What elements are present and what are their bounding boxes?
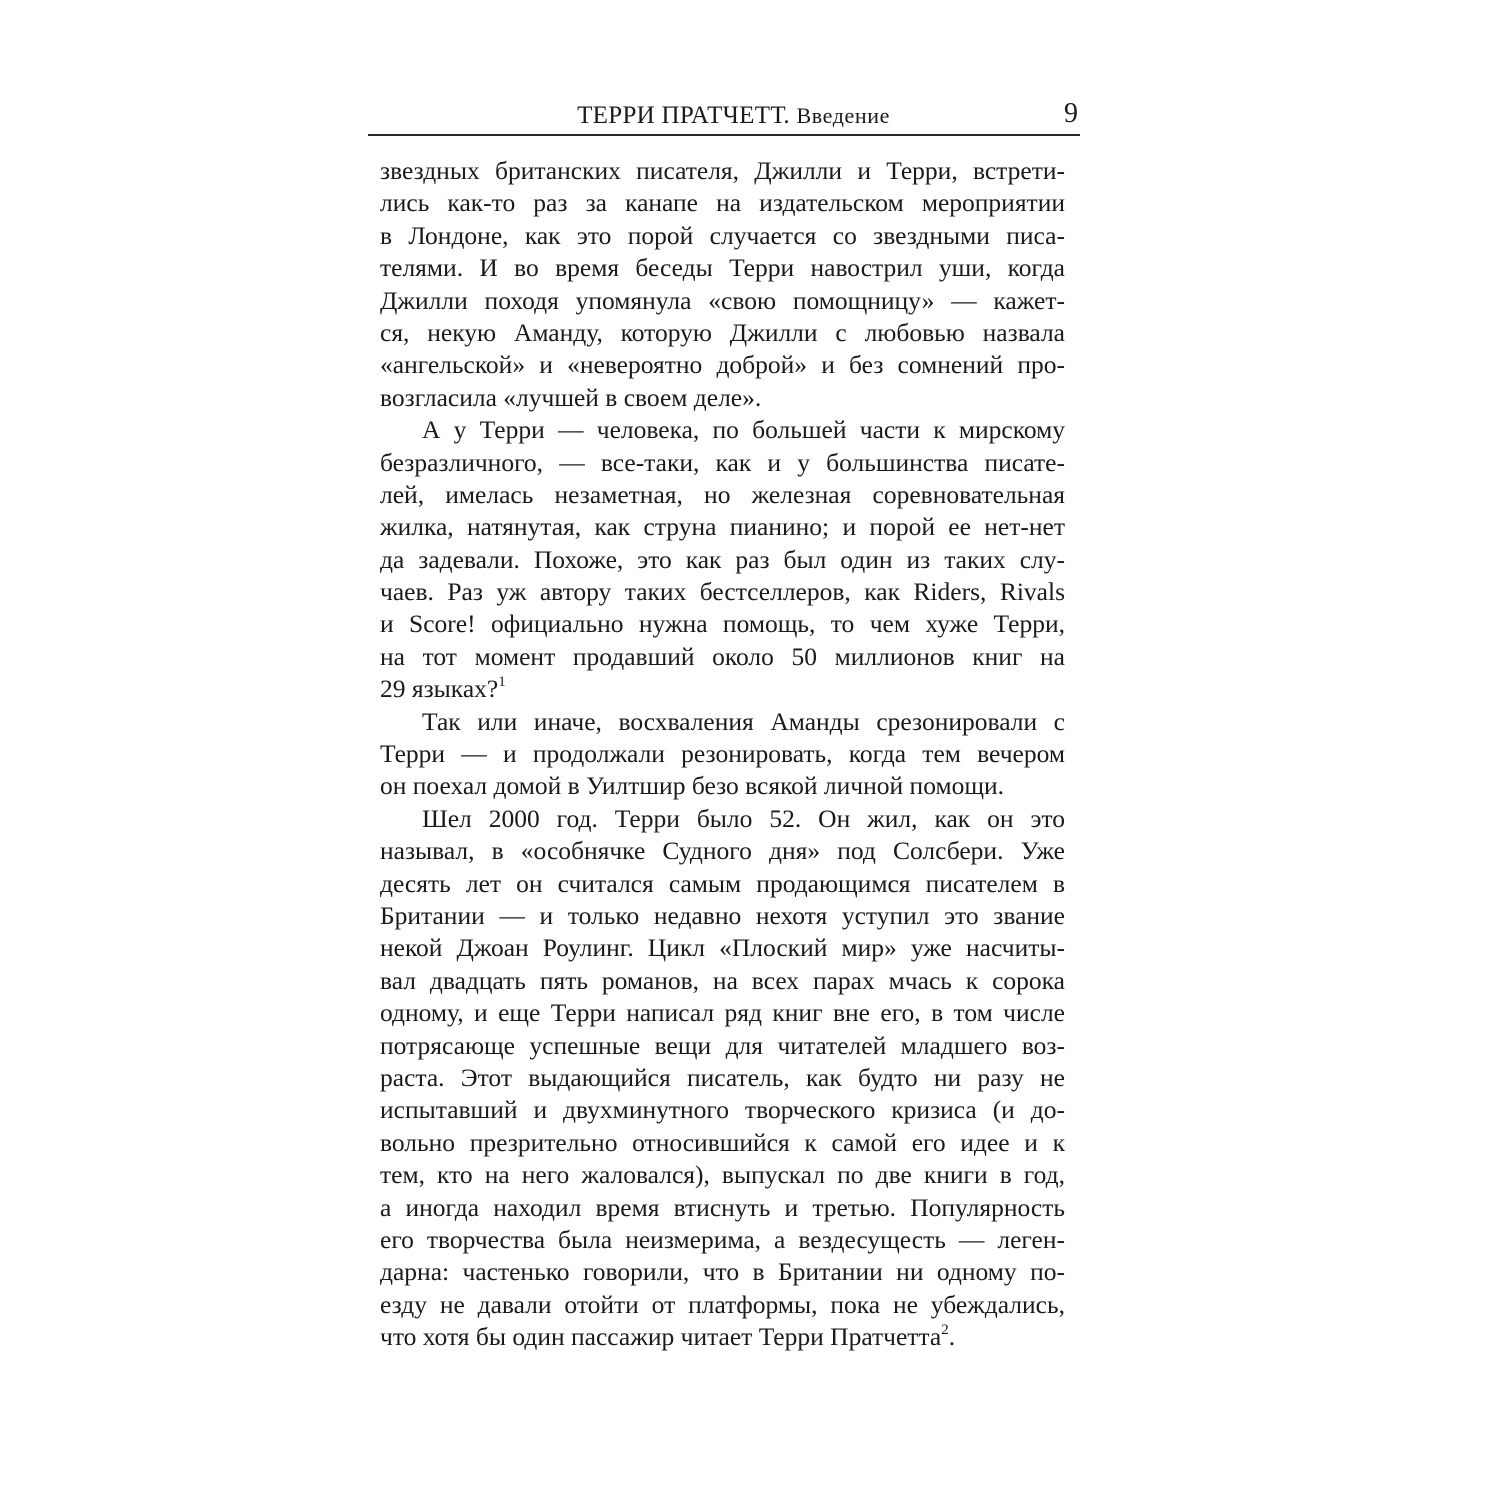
text-line [380,1094,1065,1126]
line-text: «ангельской» и «невероятно доброй» и без сомнений про- [380,350,1065,380]
line-text: да задевали. Похоже, это как раз был один из таких слу- [380,544,1065,574]
page-number: 9 [1064,98,1078,129]
line-text: одному, и еще Терри написал ряд книг вне его, в том числе [380,998,1065,1028]
running-head-author: ТЕРРИ ПРАТЧЕТТ. [577,102,790,129]
line-text: жилка, натянутая, как струна пианино; и порой ее нет-нет [380,512,1065,542]
header-rule [368,134,1080,136]
text-line [380,252,1065,284]
paragraph [380,414,1065,706]
paragraph [380,803,1065,1354]
text-line [380,673,1065,705]
line-text: и Score! официально нужна помощь, то чем хуже Терри, [380,609,1065,639]
text-line [380,285,1065,317]
text-line [380,1224,1065,1256]
text-line [380,414,1065,446]
text-line [380,770,1065,802]
text-line [380,835,1065,867]
text-line [380,803,1065,835]
text-line [380,965,1065,997]
line-text: 29 языках? [380,674,499,704]
text-line [380,868,1065,900]
text-line [380,511,1065,543]
line-text: раста. Этот выдающийся писатель, как будто ни разу не [380,1062,1065,1092]
line-text: Джилли походя упомянула «свою помощницу» — кажет- [380,285,1065,315]
line-text: называл, в «особнячке Судного дня» под Солсбери. Уже [380,836,1065,866]
text-line [380,900,1065,932]
text-line [380,997,1065,1029]
line-text: возгласила «лучшей в своем деле». [380,382,762,412]
line-text: лей, имелась незаметная, но железная соревновательная [380,479,1065,509]
line-text: испытавший и двухминутного творческого кризиса (и до- [380,1095,1065,1125]
line-text: дарна: частенько говорили, что в Британии ни одному по- [380,1257,1065,1287]
line-text: Терри — и продолжали резонировать, когда тем вечером [380,739,1065,769]
footnote-marker[interactable]: 1 [498,673,506,690]
text-line [380,1321,1065,1353]
text-line [380,479,1065,511]
text-line [380,349,1065,381]
line-text: потрясающе успешные вещи для читателей младшего воз- [380,1030,1065,1060]
text-line [380,220,1065,252]
paragraph [380,155,1065,414]
text-line [380,1127,1065,1159]
text-line [380,932,1065,964]
running-head-title [577,102,890,130]
line-text: на тот момент продавший около 50 миллионов книг на [380,641,1065,671]
text-line [380,1289,1065,1321]
line-text: езду не давали отойти от платформы, пока не убеждались, [380,1289,1065,1319]
text-line [380,1159,1065,1191]
text-line [380,187,1065,219]
text-line [380,608,1065,640]
text-line [380,317,1065,349]
text-line [380,382,1065,414]
line-text: звездных британских писателя, Джилли и Терри, встрети- [380,156,1065,185]
line-text: в Лондоне, как это порой случается со звездными писа- [380,220,1065,250]
line-text: он поехал домой в Уилтшир безо всякой личной помощи. [380,771,1005,801]
footnote-marker[interactable]: 2 [941,1321,949,1338]
line-text: его творчества была неизмерима, а вездесущесть — леген- [380,1224,1065,1254]
text-line [380,544,1065,576]
line-text: А у Терри — человека, по большей части к мирскому [422,415,1065,445]
line-text: Так или иначе, восхваления Аманды срезонировали с [422,706,1065,736]
running-head-section: Введение [796,103,890,128]
line-text: Британии — и только недавно нехотя уступил это звание [380,900,1065,930]
text-line [380,1192,1065,1224]
text-line [380,1256,1065,1288]
line-text: безразличного, — все-таки, как и у большинства писате- [380,447,1065,477]
line-text: что хотя бы один пассажир читает Терри Пратчетта [380,1322,942,1352]
text-line [380,576,1065,608]
text-line [380,155,1065,187]
line-text: вольно презрительно относившийся к самой его идее и к [380,1127,1065,1157]
line-text: чаев. Раз уж автору таких бестселлеров, как Riders, Rivals [380,577,1065,607]
line-text: некой Джоан Роулинг. Цикл «Плоский мир» уже насчиты- [380,933,1065,963]
text-line [380,706,1065,738]
line-text: десять лет он считался самым продающимся писателем в [380,868,1065,898]
line-text: ся, некую Аманду, которую Джилли с любовью назвала [380,317,1065,347]
line-text: лись как-то раз за канапе на издательском мероприятии [380,188,1065,218]
line-text: вал двадцать пять романов, на всех парах мчась к сорока [380,965,1065,995]
text-line [380,1030,1065,1062]
text-line [380,447,1065,479]
text-line [380,738,1065,770]
text-line [380,641,1065,673]
body-text [380,155,1065,1353]
running-head [368,100,1080,134]
line-text: Шел 2000 год. Терри было 52. Он жил, как он это [422,803,1065,833]
text-line [380,1062,1065,1094]
line-text: а иногда находил время втиснуть и третью. Популярность [380,1192,1065,1222]
line-text: телями. И во время беседы Терри навострил уши, когда [380,253,1065,283]
trailing-punctuation: . [948,1322,956,1352]
line-text: тем, кто на него жаловался), выпускал по две книги в год, [380,1160,1065,1190]
paragraph [380,706,1065,803]
